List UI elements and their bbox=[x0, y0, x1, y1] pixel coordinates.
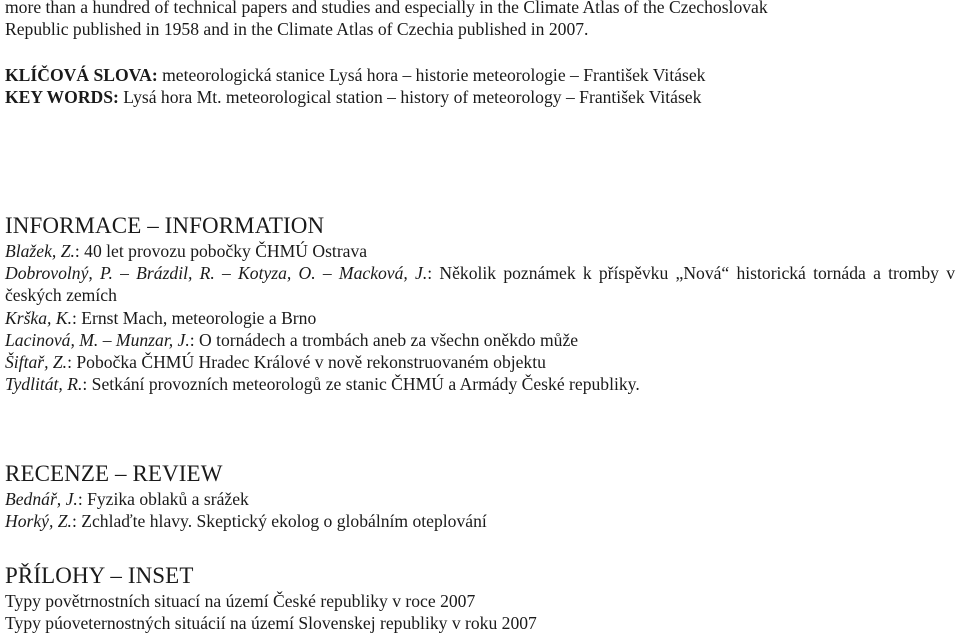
information-entry bbox=[5, 351, 955, 373]
information-entry bbox=[5, 307, 955, 329]
entry-author: Horký, Z. bbox=[5, 511, 72, 531]
review-entry bbox=[5, 488, 487, 510]
abstract-line: more than a hundred of technical papers and studies and especially in the Climate Atlas of the Czechoslovak bbox=[5, 0, 768, 17]
keywords-czech-label: KLÍČOVÁ SLOVA: bbox=[5, 65, 158, 85]
keywords-english-label: KEY WORDS: bbox=[5, 87, 119, 107]
keywords-english bbox=[5, 86, 705, 108]
keywords-czech bbox=[5, 64, 705, 86]
abstract-text bbox=[5, 0, 768, 40]
entry-author: Krška, K. bbox=[5, 307, 72, 328]
keywords-english-text: Lysá hora Mt. meteorological station – history of meteorology – František Vitásek bbox=[118, 87, 702, 107]
entry-title: : Zchlaďte hlavy. Skeptický ekolog o globálním oteplování bbox=[71, 511, 487, 531]
entry-author: Tydlitát, R. bbox=[5, 373, 83, 394]
entry-title: : Pobočka ČHMÚ Hradec Králové v nově rekonstruovaném objektu bbox=[67, 351, 546, 372]
entry-title: : Několik poznámek k příspěvku „Nová“ historická tornáda a tromby v českých zemích bbox=[5, 263, 955, 306]
entry-author: Blažek, Z. bbox=[5, 241, 75, 261]
inset-heading: PŘÍLOHY – INSET bbox=[5, 563, 194, 588]
information-entry bbox=[5, 329, 955, 351]
entry-title: : O tornádech a trombách aneb za všechn oněkdo může bbox=[189, 329, 579, 350]
entry-title: : Setkání provozních meteorologů ze stanic ČHMÚ a Armády České republiky. bbox=[82, 373, 640, 394]
keywords-block bbox=[5, 64, 705, 108]
review-entry bbox=[5, 510, 487, 532]
information-entry bbox=[5, 262, 955, 307]
keywords-czech-text: meteorologická stanice Lysá hora – historie meteorologie – František Vitásek bbox=[157, 65, 706, 85]
inset-line: Typy púoveternostných situácií na území Slovenskej republiky v roku 2007 bbox=[5, 613, 537, 633]
information-entry bbox=[5, 240, 955, 262]
abstract-line: Republic published in 1958 and in the Climate Atlas of Czechia published in 2007. bbox=[5, 19, 589, 39]
information-heading: INFORMACE – INFORMATION bbox=[5, 213, 325, 238]
entry-author: Dobrovolný, P. – Brázdil, R. – Kotyza, O. – Macková, J. bbox=[5, 263, 428, 283]
entry-title: : Ernst Mach, meteorologie a Brno bbox=[71, 307, 317, 328]
entry-author: Šiftař, Z. bbox=[5, 351, 68, 372]
entry-author: Lacinová, M. – Munzar, J. bbox=[5, 329, 190, 350]
review-heading: RECENZE – REVIEW bbox=[5, 461, 223, 486]
inset-line: Typy povětrnostních situací na území České republiky v roce 2007 bbox=[5, 591, 476, 611]
information-list bbox=[5, 240, 955, 395]
entry-author: Bednář, J. bbox=[5, 489, 78, 509]
information-entry bbox=[5, 373, 955, 395]
review-list bbox=[5, 488, 487, 532]
entry-title: : 40 let provozu pobočky ČHMÚ Ostrava bbox=[74, 241, 368, 261]
entry-title: : Fyzika oblaků a srážek bbox=[77, 489, 249, 509]
inset-list bbox=[5, 590, 537, 634]
